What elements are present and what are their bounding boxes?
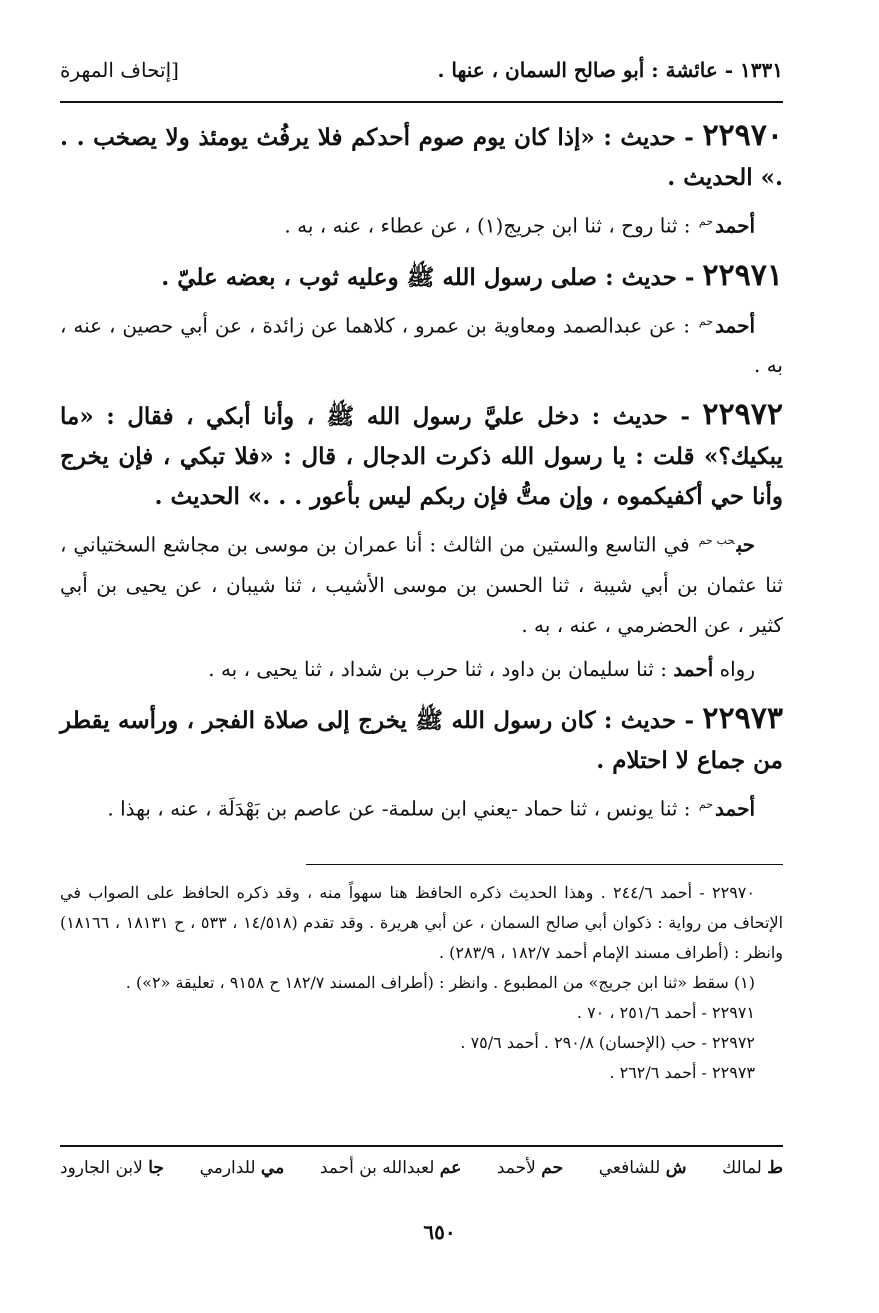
legend-item bbox=[200, 1158, 285, 1178]
legend-desc: للشافعي bbox=[598, 1158, 661, 1178]
book-title: [إتحاف المهرة bbox=[60, 58, 179, 82]
legend-desc: لمالك bbox=[722, 1158, 762, 1178]
hadith-entry-22971 bbox=[60, 256, 783, 386]
isnad-text: : ثنا سليمان بن داود ، ثنا حرب بن شداد ، ثنا يحيى ، به . bbox=[208, 656, 667, 681]
hadith-text: - حديث : دخل عليَّ رسول الله ﷺ ، وأنا أبكي ، فقال : «ما يبكيك؟» قلت : يا رسول الله ذكرت الدجال ، قال : «فلا تبكي ، فإن يخرج وأنا حي أكفيكموه ، وإن متُّ فإن ربكم ليس بأعور . . .» الحديث . bbox=[60, 403, 783, 511]
legend-code: ش bbox=[665, 1158, 687, 1178]
source-label: أحمد bbox=[715, 313, 756, 338]
legend-code: ط bbox=[767, 1158, 783, 1178]
hadith-entry-22973 bbox=[60, 699, 783, 829]
footnote: ٢٢٩٧٢ - حب (الإحسان) ٢٩٠/٨ . أحمد ٧٥/٦ . bbox=[460, 1033, 755, 1052]
footnote: ٢٢٩٧٠ - أحمد ٢٤٤/٦ . وهذا الحديث ذكره الحافظ هنا سهواً منه ، وقد ذكره الحافظ على الصواب في الإتحاف من رواية : ذكوان أبي صالح السمان ، عن أبي هريرة . وقد تقدم (١٤/٥١٨ ، ٥٣٣ ، ح ١٨١٣١ ، ١٨١٦٦) وانظر : (أطراف مسند الإمام أحمد ١٨٢/٧ ، ٢٨٣/٩) . bbox=[60, 883, 784, 962]
hadith-entry-22972 bbox=[60, 395, 783, 689]
isnad-text: : عن عبدالصمد ومعاوية بن عمرو ، كلاهما عن زائدة ، عن أبي حصين ، عنه ، به . bbox=[60, 313, 783, 378]
source-label: أحمد bbox=[715, 796, 755, 821]
running-title: ١٣٣١ - عائشة : أبو صالح السمان ، عنها . bbox=[437, 58, 783, 82]
hadith-heading bbox=[60, 116, 783, 198]
hadith-heading bbox=[60, 395, 783, 517]
isnad-prefix: رواه bbox=[719, 656, 755, 681]
hadith-entry-22970 bbox=[60, 116, 783, 246]
footnote: (١) سقط «ثنا ابن جريج» من المطبوع . وانظر : (أطراف المسند ١٨٢/٧ ح ٩١٥٨ ، تعليقة «٢») . bbox=[125, 973, 755, 992]
hadith-heading bbox=[60, 699, 783, 781]
hadith-heading bbox=[60, 256, 783, 298]
isnad bbox=[60, 521, 783, 645]
hadith-number: ٢٢٩٧٢ bbox=[702, 397, 783, 433]
legend-code: حم bbox=[541, 1158, 564, 1178]
main-text bbox=[60, 116, 783, 839]
source-label: أحمد bbox=[673, 656, 714, 681]
isnad-text: في التاسع والستين من الثالث : أنا عمران بن موسى بن مجاشع السختياني ، ثنا عثمان بن أبي شيبة ، ثنا الحسن بن موسى الأشيب ، ثنا شيبان ، عن يحيى بن أبي كثير ، عن الحضرمي ، عنه ، به . bbox=[60, 532, 783, 637]
footnotes bbox=[60, 878, 783, 1088]
legend-item bbox=[497, 1158, 563, 1178]
legend-item bbox=[320, 1158, 461, 1178]
legend-item bbox=[599, 1158, 687, 1178]
legend-desc: لأحمد bbox=[496, 1158, 536, 1178]
legend-item bbox=[722, 1158, 783, 1178]
header-rule bbox=[60, 101, 783, 103]
hadith-text: - حديث : «إذا كان يوم صوم أحدكم فلا يرفُث يومئذ ولا يصخب . . .» الحديث . bbox=[60, 124, 783, 191]
isnad bbox=[60, 202, 783, 246]
hadith-text: - حديث : صلى رسول الله ﷺ وعليه ثوب ، بعضه عليّ . bbox=[161, 263, 695, 291]
hadith-number: ٢٢٩٧٠ bbox=[702, 118, 784, 153]
legend-rule bbox=[60, 1145, 783, 1147]
source-symbol: حم bbox=[698, 314, 714, 328]
footnote: ٢٢٩٧٣ - أحمد ٢٦٢/٦ . bbox=[609, 1063, 755, 1082]
source-symbol: حم bbox=[698, 215, 714, 228]
isnad bbox=[60, 302, 783, 386]
legend-desc: لابن الجارود bbox=[60, 1158, 143, 1178]
legend-code: جا bbox=[148, 1158, 164, 1178]
isnad-text: : ثنا روح ، ثنا ابن جريج(١) ، عن عطاء ، عنه ، به . bbox=[284, 213, 691, 238]
hadith-number: ٢٢٩٧٣ bbox=[702, 700, 783, 736]
legend-code: عم bbox=[439, 1158, 462, 1178]
legend-item bbox=[60, 1158, 164, 1178]
hadith-text: - حديث : كان رسول الله ﷺ يخرج إلى صلاة الفجر ، ورأسه يقطر من جماع لا احتلام . bbox=[60, 706, 783, 774]
hadith-number: ٢٢٩٧١ bbox=[702, 257, 783, 293]
footnote-rule bbox=[306, 864, 783, 865]
page-number: ٦٥٠ bbox=[423, 1220, 456, 1244]
footnote: ٢٢٩٧١ - أحمد ٢٥١/٦ ، ٧٠ . bbox=[576, 1003, 755, 1022]
isnad-alt bbox=[60, 649, 783, 689]
isnad-text: : ثنا يونس ، ثنا حماد -يعني ابن سلمة- عن عاصم بن بَهْدَلَة ، عنه ، بهذا . bbox=[107, 796, 691, 821]
source-symbol: حب حم bbox=[698, 534, 735, 548]
isnad bbox=[60, 785, 783, 829]
legend-desc: لعبدالله بن أحمد bbox=[319, 1158, 435, 1178]
legend-desc: للدارمي bbox=[199, 1158, 256, 1178]
legend-code: مي bbox=[260, 1158, 285, 1178]
source-label: حب bbox=[736, 532, 755, 557]
source-symbol: حم bbox=[698, 797, 714, 811]
abbreviation-legend bbox=[60, 1158, 783, 1178]
source-label: أحمد bbox=[715, 213, 755, 238]
